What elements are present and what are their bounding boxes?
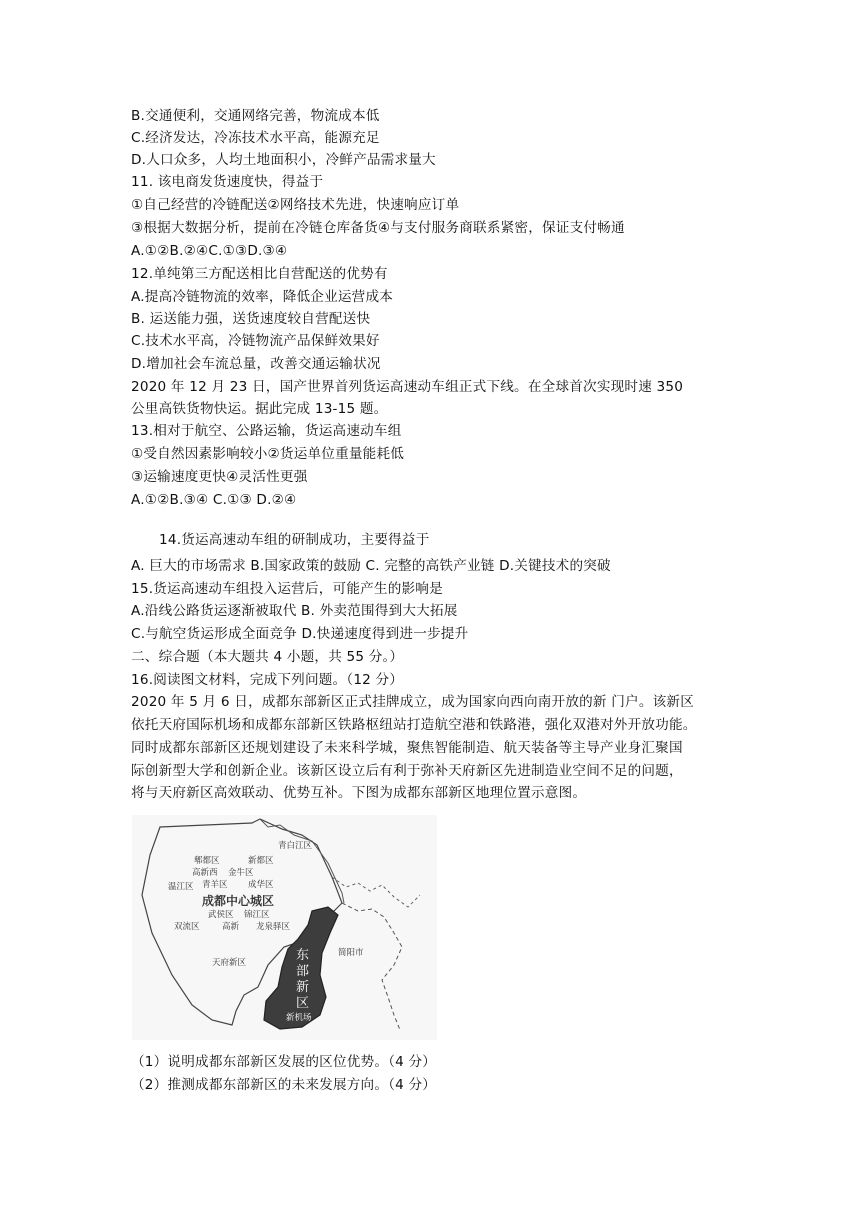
label-gaoxin: 高新 <box>222 922 240 932</box>
label-wenjiang: 温江区 <box>168 882 194 892</box>
q12-option-a: A.提高冷链物流的效率，降低企业运营成本 <box>131 289 394 305</box>
label-center: 成都中心城区 <box>202 894 275 908</box>
jianyang-boundary <box>342 903 402 1030</box>
section-2-heading: 二、综合题（本大题共 4 小题，共 55 分。） <box>131 649 404 665</box>
label-longquanyi: 龙泉驿区 <box>256 922 291 932</box>
q12-option-c: C.技术水平高，冷链物流产品保鲜效果好 <box>131 333 380 349</box>
label-qingbaijiang: 青白江区 <box>278 841 313 851</box>
q16-sub-2: （2）推测成都东部新区的未来发展方向。（4 分） <box>131 1077 437 1093</box>
label-jianyang: 简阳市 <box>338 948 364 958</box>
question-16: 16.阅读图文材料，完成下列问题。（12 分） <box>131 672 404 688</box>
q16-material-line3: 同时成都东部新区还规划建设了未来科学城，聚焦智能制造、航天装备等主导产业身汇聚国 <box>131 740 683 756</box>
label-pidu: 郫都区 <box>194 856 220 866</box>
label-dongbu-4: 区 <box>296 996 310 1011</box>
q11-statements-1: ①自己经营的冷链配送②网络技术先进，快速响应订单 <box>131 197 460 213</box>
q13-options: A.①②B.③④ C.①③ D.②④ <box>131 492 297 508</box>
label-airport: 新机场 <box>286 1013 312 1023</box>
label-wuhou: 武侯区 <box>208 910 234 920</box>
label-xindu: 新都区 <box>248 856 274 866</box>
label-dongbu-2: 部 <box>296 964 310 979</box>
label-jinniu: 金牛区 <box>228 868 254 878</box>
material-13-15-line1: 2020 年 12 月 23 日，国产世界首列货运高速动车组正式下线。在全球首次实现时速 350 <box>131 379 684 395</box>
q11-options: A.①②B.②④C.①③D.③④ <box>131 243 288 259</box>
label-shuangliu: 双流区 <box>174 922 200 932</box>
label-tianfu: 天府新区 <box>212 958 247 968</box>
question-15: 15.货运高速动车组投入运营后，可能产生的影响是 <box>131 581 443 597</box>
question-14: 14.货运高速动车组的研制成功，主要得益于 <box>159 532 430 548</box>
question-11: 11. 该电商发货速度快，得益于 <box>131 174 324 190</box>
q13-statements-1: ①受自然因素影响较小②货运单位重量能耗低 <box>131 446 405 462</box>
q15-options-ab: A.沿线公路货运逐渐被取代 B. 外卖范围得到大大拓展 <box>131 603 458 619</box>
label-jinjiang: 锦江区 <box>244 910 270 920</box>
q14-options: A. 巨大的市场需求 B.国家政策的鼓励 C. 完整的高铁产业链 D.关键技术的突破 <box>131 558 611 574</box>
q16-material-line1: 2020 年 5 月 6 日，成都东部新区正式挂牌成立，成为国家向西向南开放的新 门户。该新区 <box>131 694 694 710</box>
label-dongbu-1: 东 <box>296 948 310 963</box>
option-c-line: C.经济发达，冷冻技术水平高，能源充足 <box>131 130 380 146</box>
label-qingyang: 青羊区 <box>202 880 228 890</box>
question-13: 13.相对于航空、公路运输，货运高速动车组 <box>131 423 402 439</box>
q12-option-b: B. 运送能力强，送货速度较自营配送快 <box>131 311 371 327</box>
option-b-line: B.交通便利，交通网络完善，物流成本低 <box>131 108 380 124</box>
q15-options-cd: C.与航空货运形成全面竞争 D.快递速度得到进一步提升 <box>131 626 469 642</box>
q11-statements-2: ③根据大数据分析，提前在冷链仓库备货④与支付服务商联系紧密，保证支付畅通 <box>131 220 625 236</box>
q13-statements-2: ③运输速度更快④灵活性更强 <box>131 469 308 485</box>
q16-material-line5: 将与天府新区高效联动、优势互补。下图为成都东部新区地理位置示意图。 <box>131 785 587 801</box>
label-gaoxinxi: 高新西 <box>192 868 218 878</box>
label-chenghua: 成华区 <box>248 880 274 890</box>
q16-material-line2: 依托天府国际机场和成都东部新区铁路枢纽站打造航空港和铁路港，强化双港对外开放功能。 <box>131 717 697 733</box>
chengdu-east-district-map <box>132 815 437 1040</box>
label-dongbu-3: 新 <box>296 980 310 995</box>
q16-material-line4: 际创新型大学和创新企业。该新区设立后有利于弥补天府新区先进制造业空间不足的问题， <box>131 763 683 779</box>
q16-sub-1: （1）说明成都东部新区发展的区位优势。（4 分） <box>131 1054 437 1070</box>
material-13-15-line2: 公里高铁货物快运。据此完成 13-15 题。 <box>131 401 388 417</box>
question-12: 12.单纯第三方配送相比自营配送的优势有 <box>131 266 388 282</box>
northeast-dashed <box>332 877 420 907</box>
q12-option-d: D.增加社会车流总量，改善交通运输状况 <box>131 356 381 372</box>
option-d-line: D.人口众多，人均土地面积小，冷鲜产品需求量大 <box>131 152 436 168</box>
